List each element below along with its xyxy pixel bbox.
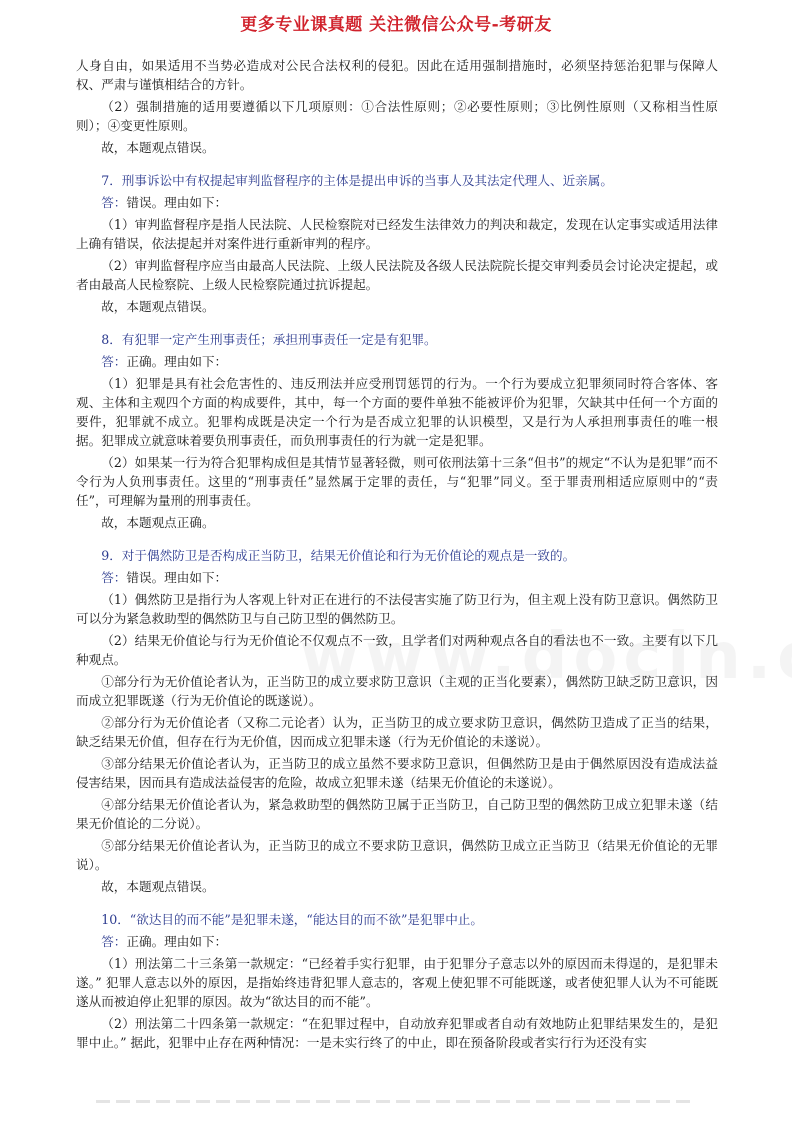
- conclusion: 故，本题观点错误。: [101, 879, 215, 894]
- paragraph: ④部分结果无价值论者认为，紧急救助型的偶然防卫属于正当防卫，自己防卫型的偶然防卫成立犯罪未遂（结果无价值论的二分说）。: [76, 797, 718, 831]
- page-footer-line: [96, 1100, 696, 1103]
- conclusion: 故，本题观点错误。: [101, 140, 215, 155]
- question-7: 7．刑事诉讼中有权提起审判监督程序的主体是提出申诉的当事人及其法定代理人、近亲属。: [101, 173, 613, 188]
- question-9: 9．对于偶然防卫是否构成正当防卫，结果无价值论和行为无价值论的观点是一致的。: [101, 548, 576, 563]
- paragraph: ②部分行为无价值论者（又称二元论者）认为，正当防卫的成立要求防卫意识，偶然防卫造成了正当的结果，缺乏结果无价值，但存在行为无价值，因而成立犯罪未遂（行为无价值论的未遂说）。: [76, 715, 718, 749]
- document-body: [76, 56, 718, 1055]
- paragraph: （1）刑法第二十三条第一款规定：“已经着手实行犯罪，由于犯罪分子意志以外的原因而未得逞的，是犯罪未遂。” 犯罪人意志以外的原因，是指始终违背犯罪人意志的，客观上使犯罪不可能既遂，或者使犯罪人认为不可能既遂从而被迫停止犯罪的原因。故为“欲达目的而不能”。: [76, 956, 718, 1009]
- paragraph: （2）如果某一行为符合犯罪构成但是其情节显著轻微，则可依刑法第十三条“但书”的规定“不认为是犯罪”而不令行为人负刑事责任。这里的“刑事责任”显然属于定罪的责任，与“犯罪”同义。至于罪责刑相适应原则中的“责任”，可理解为量刑的刑事责任。: [76, 455, 718, 508]
- answer-10: 答：正确。理由如下：: [101, 934, 228, 949]
- promo-banner: 更多专业课真题 关注微信公众号-考研友: [240, 15, 552, 35]
- answer-9: 答：错误。理由如下：: [101, 570, 228, 585]
- paragraph: ⑤部分结果无价值论者认为，正当防卫的成立不要求防卫意识，偶然防卫成立正当防卫（结果无价值论的无罪说）。: [76, 838, 718, 872]
- paragraph: （2）结果无价值论与行为无价值论不仅观点不一致，且学者们对两种观点各自的看法也不一致。主要有以下几种观点。: [76, 633, 718, 667]
- answer-label: 答：: [101, 354, 127, 369]
- answer-label: 答：: [101, 195, 127, 210]
- question-10: 10．“欲达目的而不能”是犯罪未遂，“能达目的而不欲”是犯罪中止。: [101, 912, 483, 927]
- answer-8: 答：正确。理由如下：: [101, 354, 228, 369]
- question-8: 8．有犯罪一定产生刑事责任；承担刑事责任一定是有犯罪。: [101, 332, 437, 347]
- conclusion: 故，本题观点正确。: [101, 515, 215, 530]
- conclusion: 故，本题观点错误。: [101, 299, 215, 314]
- paragraph: ①部分行为无价值论者认为，正当防卫的成立要求防卫意识（主观的正当化要素），偶然防卫缺乏防卫意识，因而成立犯罪既遂（行为无价值论的既遂说）。: [76, 674, 718, 708]
- paragraph: （1）偶然防卫是指行为人客观上针对正在进行的不法侵害实施了防卫行为，但主观上没有防卫意识。偶然防卫可以分为紧急救助型的偶然防卫与自己防卫型的偶然防卫。: [76, 592, 718, 626]
- answer-label: 答：: [101, 934, 127, 949]
- intro-text: （2）强制措施的适用要遵循以下几项原则：①合法性原则；②必要性原则；③比例性原则（又称相当性原则）；④变更性原则。: [76, 99, 718, 133]
- paragraph: （2）刑法第二十四条第一款规定：“在犯罪过程中，自动放弃犯罪或者自动有效地防止犯罪结果发生的，是犯罪中止。” 据此，犯罪中止存在两种情况：一是未实行终了的中止，即在预备阶段或者实行行为还没有实: [76, 1016, 718, 1050]
- intro-text: 人身自由，如果适用不当势必造成对公民合法权利的侵犯。因此在适用强制措施时，必须坚持惩治犯罪与保障人权、严肃与谨慎相结合的方针。: [76, 58, 718, 92]
- paragraph: （2）审判监督程序应当由最高人民法院、上级人民法院及各级人民法院院长提交审判委员会讨论决定提起，或者由最高人民检察院、上级人民检察院通过抗诉提起。: [76, 258, 718, 292]
- paragraph: ③部分结果无价值论者认为，正当防卫的成立虽然不要求防卫意识，但偶然防卫是由于偶然原因没有造成法益侵害结果，因而具有造成法益侵害的危险，故成立犯罪未遂（结果无价值论的未遂说）。: [76, 756, 718, 790]
- paragraph: （1）犯罪是具有社会危害性的、违反刑法并应受刑罚惩罚的行为。一个行为要成立犯罪须同时符合客体、客观、主体和主观四个方面的构成要件，其中，每一个方面的要件单独不能被评价为犯罪，欠缺其中任何一个方面的要件，犯罪就不成立。犯罪构成既是决定一个行为是否成立犯罪的认识模型，又是行为人承担刑事责任的唯一根据。犯罪成立就意味着要负刑事责任，而负刑事责任的行为就一定是犯罪。: [76, 376, 718, 448]
- paragraph: （1）审判监督程序是指人民法院、人民检察院对已经发生法律效力的判决和裁定，发现在认定事实或适用法律上确有错误，依法提起并对案件进行重新审判的程序。: [76, 217, 718, 251]
- answer-7: 答：错误。理由如下：: [101, 195, 228, 210]
- answer-label: 答：: [101, 570, 127, 585]
